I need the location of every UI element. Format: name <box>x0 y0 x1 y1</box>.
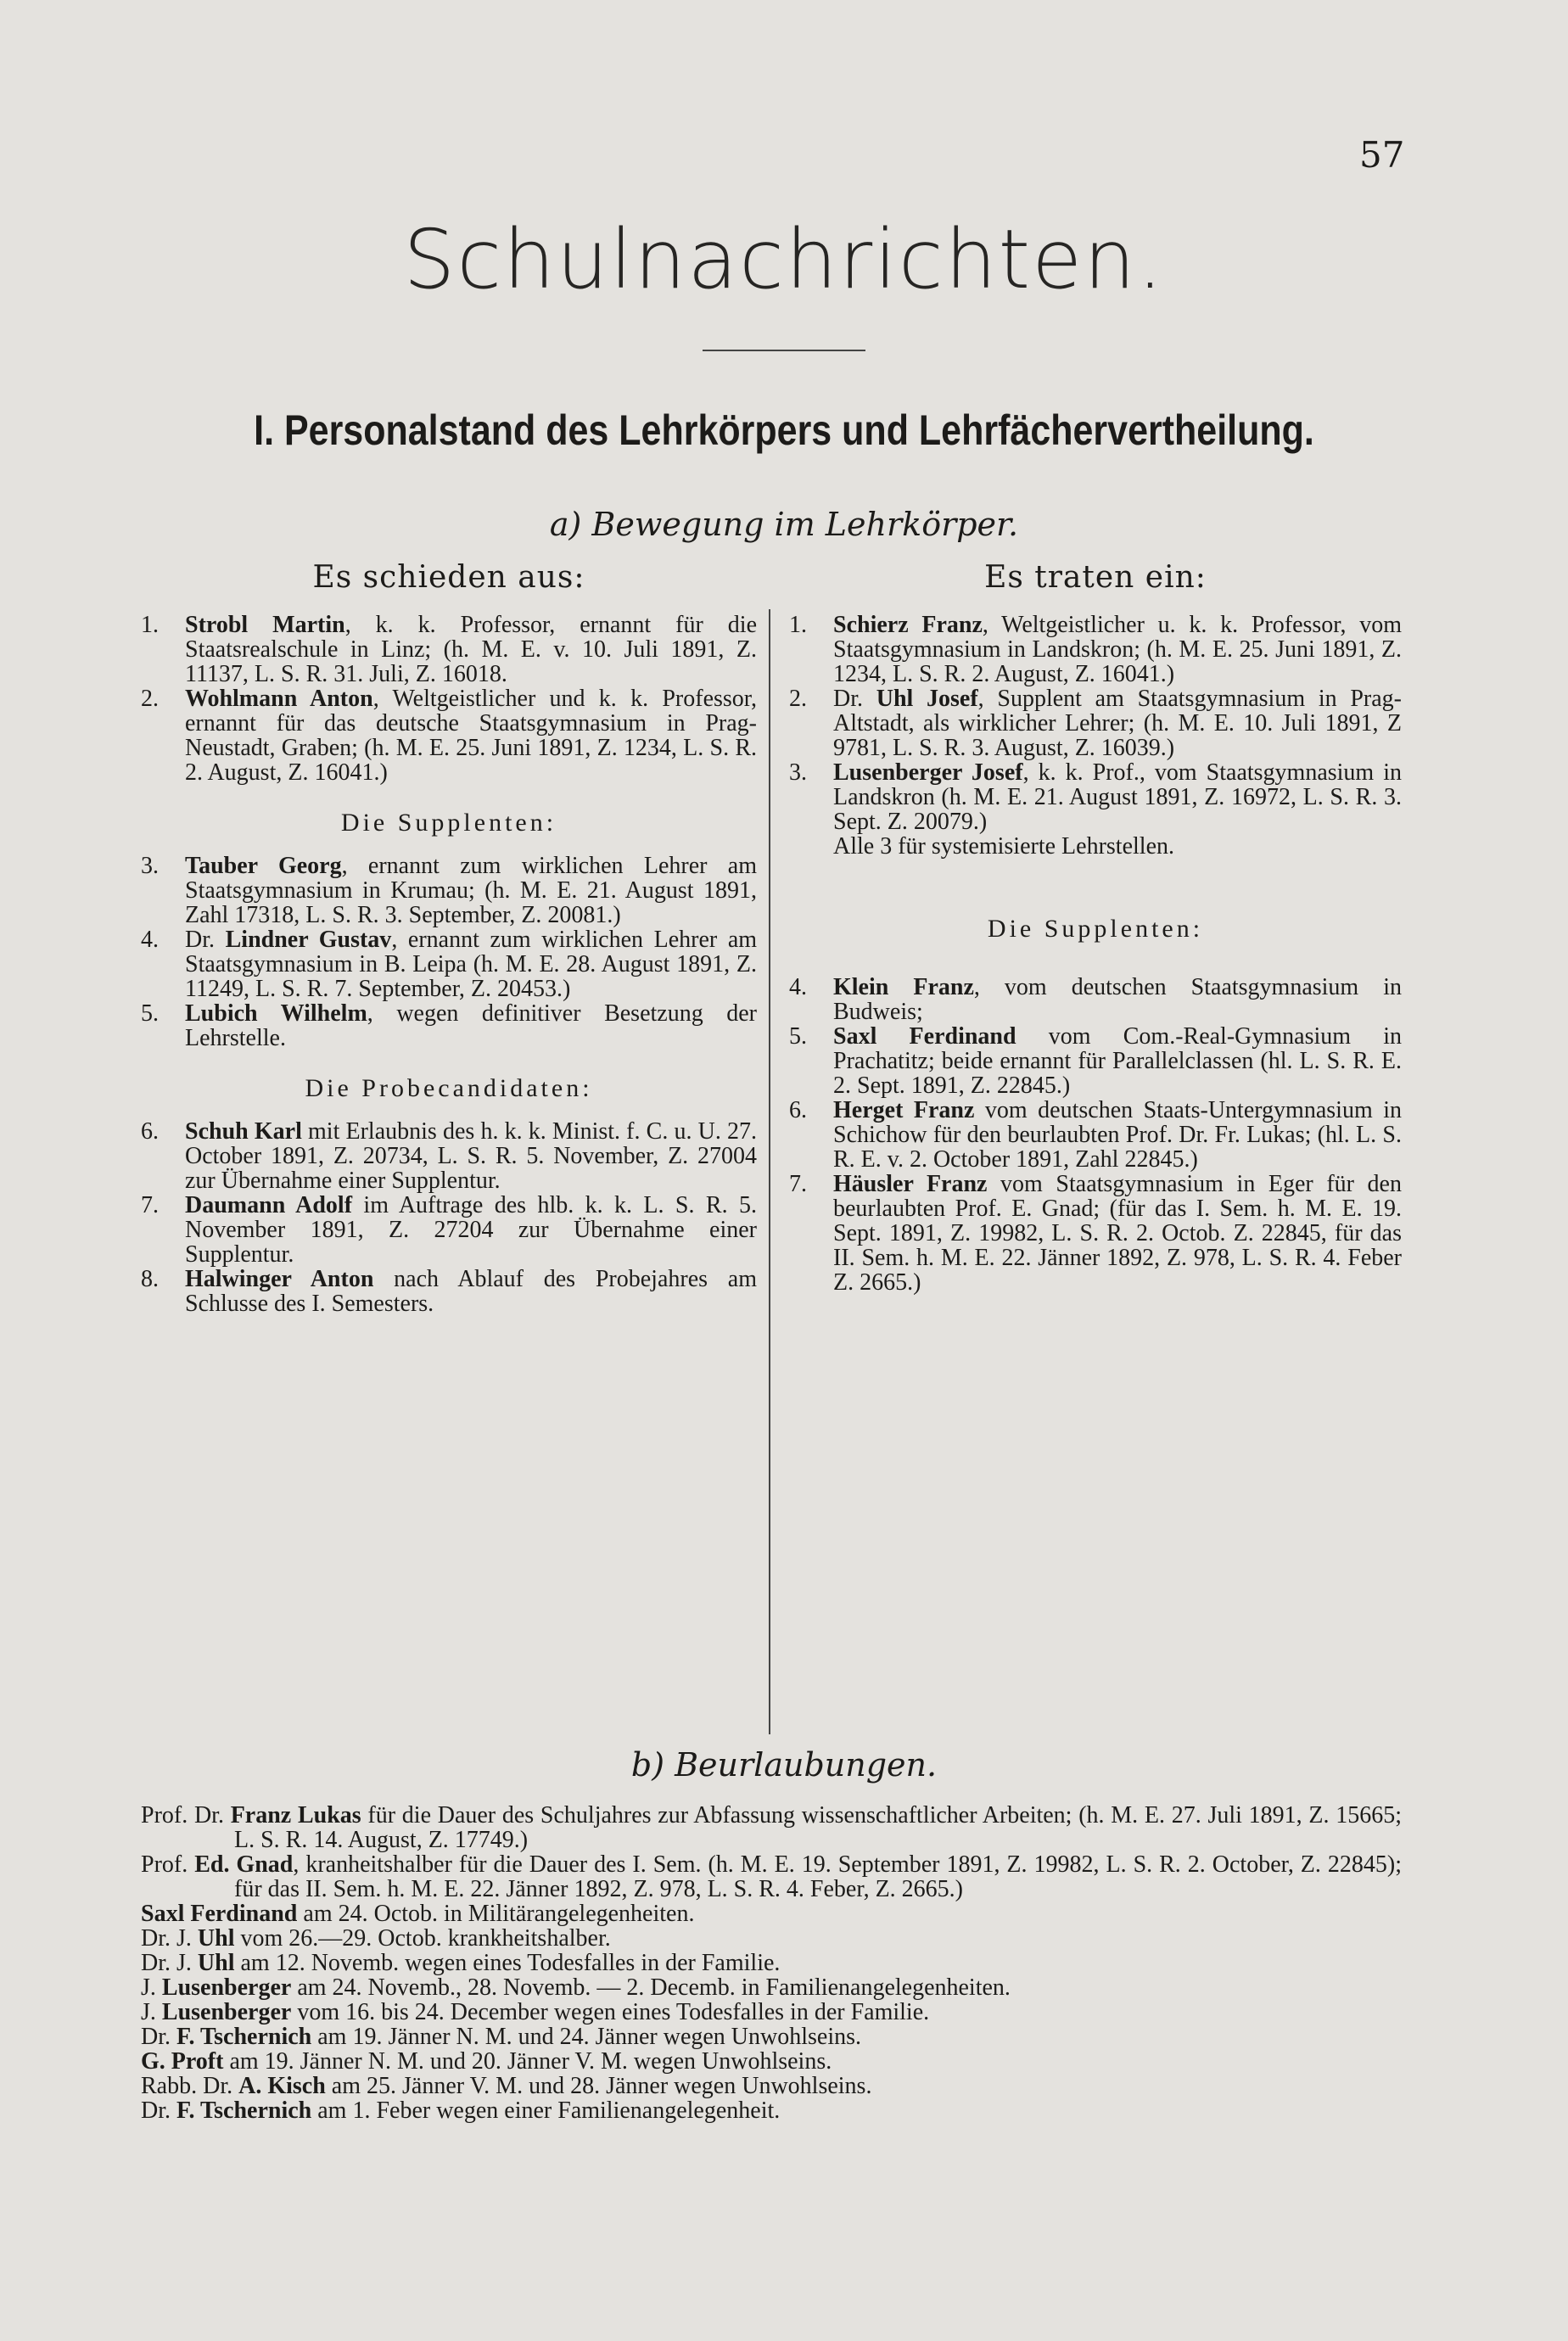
entry-text: , Weltgeistlicher u. k. k. Professor, vom Staatsgymnasium in Landskron; (h. M. E. 25. Juni 1891, Z. 1234, L. S. R. 2. August, Z. 16041.) <box>833 612 1402 687</box>
leave-prefix: Rabb. Dr. <box>141 2073 239 2099</box>
leave-text: , kranheitshalber für die Dauer des I. Sem. (h. M. E. 19. September 1891, Z. 19982, L. S. R. 2. October, Z. 22845); für das II. Sem. h. M. E. 22. Jänner 1892, Z. 978, L. S. R. 4. Feber, Z. 2665.) <box>234 1851 1402 1902</box>
entry-prefix: Dr. <box>833 686 876 712</box>
leave-entry <box>141 1852 1402 1901</box>
subsection-a-heading: a) Bewegung im Lehrkörper. <box>549 506 1019 543</box>
leave-name: Franz Lukas <box>230 1802 361 1829</box>
entry-name: Herget Franz <box>833 1097 975 1123</box>
list-item <box>789 1172 1402 1295</box>
title-rule <box>703 350 865 351</box>
leave-entry <box>141 2049 1402 2074</box>
entry-name: Schuh Karl <box>185 1118 302 1145</box>
leave-entry <box>141 1803 1402 1852</box>
entry-number: 7. <box>789 1171 807 1197</box>
leave-entry <box>141 1901 1402 1926</box>
right-column-heading: Es traten ein: <box>984 560 1207 595</box>
leave-name: Uhl <box>197 1925 235 1952</box>
entry-number: 6. <box>789 1097 807 1123</box>
list-item <box>141 1119 757 1193</box>
leave-prefix: Dr. <box>141 2097 176 2124</box>
entry-text: , Weltgeistlicher und k. k. Professor, ernannt für das deutsche Staatsgymnasium in Prag-Neustadt, Graben; (h. M. E. 25. Juni 1891, Z. 1234, L. S. R. 2. August, Z. 16041.) <box>185 686 758 786</box>
list-item <box>789 686 1402 760</box>
subsection-b-heading: b) Beurlaubungen. <box>630 1746 938 1784</box>
leave-entry <box>141 2025 1402 2049</box>
entry-name: Saxl Ferdinand <box>833 1023 1016 1050</box>
leave-prefix: Dr. J. <box>141 1950 198 1976</box>
entry-text: , ernannt zum wirklichen Lehrer am Staatsgymnasium in B. Leipa (h. M. E. 28. August 1891, Z. 11249, L. S. R. 7. September, Z. 20453.) <box>185 927 758 1002</box>
leave-text: am 1. Feber wegen einer Familienangelegenheit. <box>311 2097 781 2124</box>
leave-name: Ed. Gnad <box>194 1851 294 1878</box>
entry-text: mit Erlaubnis des h. k. k. Minist. f. C. u. U. 27. October 1891, Z. 20734, L. S. R. 5. November, Z. 27004 zur Übernahme einer Supplentur. <box>185 1118 758 1194</box>
leave-prefix: J. <box>141 1974 162 2001</box>
entry-number: 7. <box>141 1192 159 1218</box>
leave-prefix: Prof. Dr. <box>141 1802 231 1829</box>
left-entries-list <box>141 613 757 785</box>
leave-entry <box>141 1975 1402 2000</box>
entry-name: Uhl Josef <box>876 686 978 712</box>
entry-name: Tauber Georg <box>185 853 342 879</box>
entry-number: 4. <box>141 927 159 953</box>
list-item <box>789 760 1402 834</box>
leave-text: am 19. Jänner N. M. und 24. Jänner wegen Unwohlseins. <box>311 2024 862 2050</box>
entry-number: 6. <box>141 1118 159 1145</box>
right-note: Alle 3 für systemisierte Lehrstellen. <box>833 833 1174 860</box>
leave-text: am 25. Jänner V. M. und 28. Jänner wegen Unwohlseins. <box>325 2073 872 2099</box>
leave-entry <box>141 2000 1402 2025</box>
entry-text: vom Com.-Real-Gymnasium in Prachatitz; beide ernannt für Parallelclassen (hl. L. S. R. E. 2. Sept. 1891, Z. 22845.) <box>833 1023 1402 1099</box>
list-item <box>141 1193 757 1267</box>
entry-name: Lindner Gustav <box>225 927 392 953</box>
entry-name: Lusenberger Josef <box>833 759 1023 786</box>
leave-name: F. Tschernich <box>176 2097 312 2124</box>
entry-text: , k. k. Professor, ernannt für die Staatsrealschule in Linz; (h. M. E. v. 10. Juli 1891, Z. 11137, L. S. R. 31. Juli, Z. 16018. <box>185 612 757 687</box>
list-item <box>789 1098 1402 1172</box>
leave-text: am 19. Jänner N. M. und 20. Jänner V. M. wegen Unwohlseins. <box>223 2048 832 2075</box>
entry-number: 2. <box>789 686 807 712</box>
left-column-heading: Es schieden aus: <box>312 560 585 595</box>
leave-prefix: Dr. J. <box>141 1925 198 1952</box>
leave-text: für die Dauer des Schuljahres zur Abfassung wissenschaftlicher Arbeiten; (h. M. E. 27. Juli 1891, Z. 15665; L. S. R. 14. August, Z. 17749.) <box>234 1802 1402 1853</box>
entry-number: 3. <box>141 853 159 879</box>
list-item <box>141 927 757 1001</box>
leave-name: Saxl Ferdinand <box>141 1901 298 1927</box>
entry-number: 8. <box>141 1266 159 1292</box>
entry-name: Wohlmann Anton <box>185 686 373 712</box>
entry-text: , vom deutschen Staatsgymnasium in Budweis; <box>833 974 1403 1025</box>
entry-name: Lubich Wilhelm <box>185 1000 367 1027</box>
list-item <box>141 1001 757 1050</box>
right-supplenten-list <box>789 975 1402 1295</box>
leave-text: am 12. Novemb. wegen eines Todesfalles in der Familie. <box>234 1950 781 1976</box>
entry-text: vom deutschen Staats-Untergymnasium in Schichow für den beurlaubten Prof. Dr. Fr. Lukas; (hl. L. S. R. E. v. 2. October 1891, Zahl 22845.) <box>833 1097 1402 1173</box>
entry-name: Strobl Martin <box>185 612 345 638</box>
left-supplenten-heading: Die Supplenten: <box>340 809 557 837</box>
leave-name: Uhl <box>197 1950 235 1976</box>
right-supplenten-heading: Die Supplenten: <box>987 915 1204 943</box>
list-item <box>789 613 1402 686</box>
section-heading: I. Personalstand des Lehrkörpers und Lehrfächervertheilung. <box>254 406 1314 454</box>
leave-prefix: Prof. <box>141 1851 195 1878</box>
entry-text: , Supplent am Staatsgymnasium in Prag-Altstadt, als wirklicher Lehrer; (h. M. E. 10. Juli 1891, Z 9781, L. S. R. 3. August, Z. 16039.) <box>833 686 1402 761</box>
leave-text: am 24. Novemb., 28. Novemb. — 2. Decemb. in Familienangelegenheiten. <box>291 1974 1011 2001</box>
entry-number: 2. <box>141 686 159 712</box>
right-entries-list <box>789 613 1402 834</box>
leave-entry <box>141 1926 1402 1951</box>
leave-text: vom 26.—29. Octob. krankheitshalber. <box>234 1925 611 1952</box>
leave-prefix: Dr. <box>141 2024 176 2050</box>
entry-name: Halwinger Anton <box>185 1266 374 1292</box>
list-item <box>789 975 1402 1024</box>
entry-text: , wegen definitiver Besetzung der Lehrstelle. <box>185 1000 757 1051</box>
left-probe-list <box>141 1119 757 1316</box>
entry-number: 5. <box>789 1023 807 1050</box>
leave-entry <box>141 2074 1402 2098</box>
entry-number: 3. <box>789 759 807 786</box>
list-item <box>141 613 757 686</box>
leave-prefix: J. <box>141 1999 162 2025</box>
column-divider <box>769 609 770 1734</box>
page-title: Schulnachrichten. <box>403 212 1165 307</box>
entry-name: Daumann Adolf <box>185 1192 353 1218</box>
list-item <box>141 686 757 785</box>
leave-entry <box>141 2098 1402 2123</box>
entry-name: Häusler Franz <box>833 1171 988 1197</box>
leave-name: G. Proft <box>141 2048 224 2075</box>
entry-name: Schierz Franz <box>833 612 983 638</box>
leave-name: F. Tschernich <box>176 2024 312 2050</box>
left-supplenten-list <box>141 854 757 1050</box>
entry-number: 5. <box>141 1000 159 1027</box>
left-probe-heading: Die Probecandidaten: <box>305 1074 593 1102</box>
entry-name: Klein Franz <box>833 974 974 1000</box>
list-item <box>141 854 757 927</box>
page-number: 57 <box>1359 134 1405 176</box>
leave-text: am 24. Octob. in Militärangelegenheiten. <box>297 1901 695 1927</box>
right-column <box>789 613 1402 1295</box>
entry-number: 1. <box>789 612 807 638</box>
entry-text: im Auftrage des hlb. k. k. L. S. R. 5. November 1891, Z. 27204 zur Übernahme einer Supplentur. <box>185 1192 757 1268</box>
leave-name: Lusenberger <box>161 1999 292 2025</box>
left-column <box>141 613 757 1316</box>
list-item <box>141 1267 757 1316</box>
leave-text: vom 16. bis 24. December wegen eines Todesfalles in der Familie. <box>291 1999 930 2025</box>
leave-name: Lusenberger <box>161 1974 292 2001</box>
leave-list <box>141 1803 1402 2123</box>
list-item <box>789 1024 1402 1098</box>
leave-name: A. Kisch <box>238 2073 326 2099</box>
leave-entry <box>141 1951 1402 1975</box>
entry-text: , k. k. Prof., vom Staatsgymnasium in Landskron (h. M. E. 21. August 1891, Z. 16972, L. S. R. 3. Sept. Z. 20079.) <box>833 759 1402 835</box>
entry-text: vom Staatsgymnasium in Eger für den beurlaubten Prof. E. Gnad; (für das I. Sem. h. M. E. 19. Sept. 1891, Z. 19982, L. S. R. 2. Octob. Z. 22845, für das II. Sem. h. M. E. 22. Jänner 1892, Z. 978, L. S. R. 4. Feber Z. 2665.) <box>833 1171 1402 1296</box>
entry-number: 4. <box>789 974 807 1000</box>
entry-text: , ernannt zum wirklichen Lehrer am Staatsgymnasium in Krumau; (h. M. E. 21. August 1891, Zahl 17318, L. S. R. 3. September, Z. 20081.) <box>185 853 758 928</box>
entry-text: nach Ablauf des Probejahres am Schlusse des I. Semesters. <box>185 1266 757 1317</box>
entry-prefix: Dr. <box>185 927 226 953</box>
entry-number: 1. <box>141 612 159 638</box>
